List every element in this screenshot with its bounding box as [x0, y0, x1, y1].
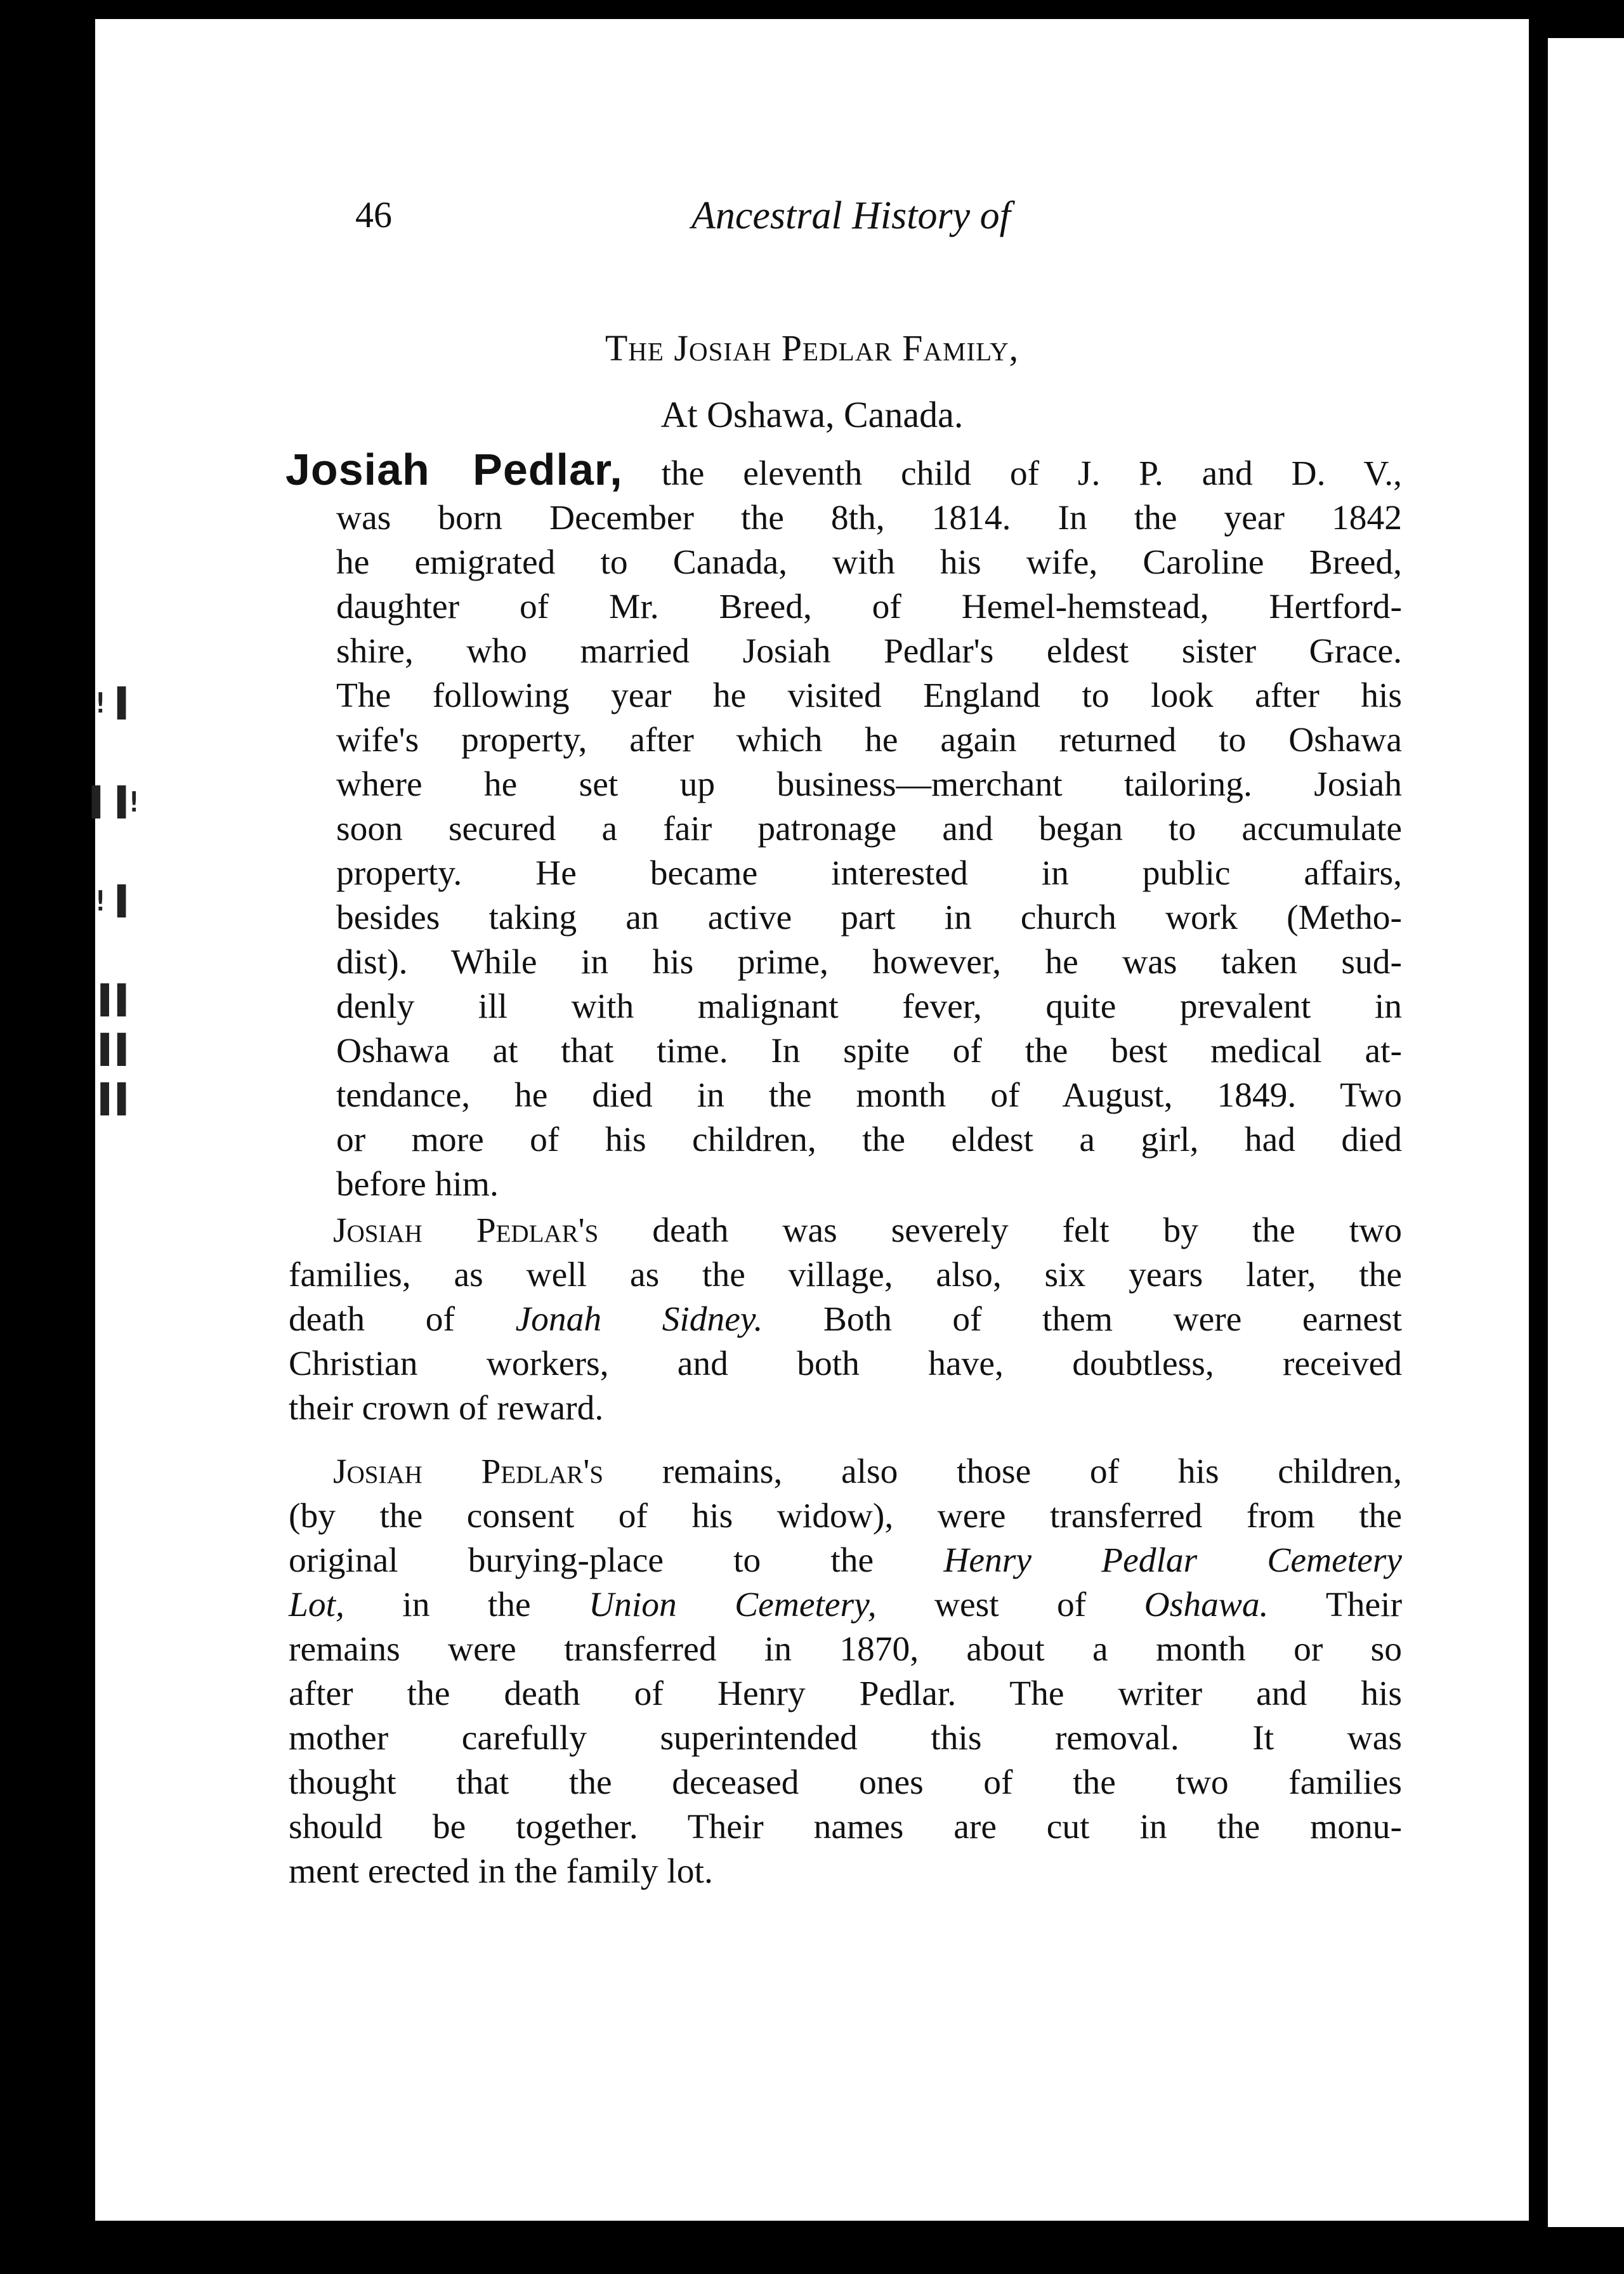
paragraph-2-line: Christian workers, and both have, doubtless, received [289, 1344, 1402, 1383]
paragraph-3-line-3-italic: Henry Pedlar Cemetery [943, 1541, 1403, 1580]
paragraph-3-line: should be together. Their names are cut in the monu- [289, 1808, 1402, 1846]
paragraph-1-line: where he set up business—merchant tailoring. Josiah [336, 765, 1402, 804]
paragraph-1-line-1-text: the eleventh child of J. P. and D. V., [661, 454, 1403, 493]
paragraph-2-line-3-a: death of [289, 1300, 455, 1339]
paragraph-3-line-4-b: west of [934, 1586, 1087, 1624]
paragraph-3-line: remains were transferred in 1870, about a month or so [289, 1630, 1402, 1669]
paragraph-1-line: The following year he visited England to look after his [336, 676, 1402, 715]
person-name: Josiah Pedlar's [333, 1211, 599, 1250]
section-title: The Josiah Pedlar Family, [605, 327, 1019, 369]
paragraph-1-line: property. He became interested in public affairs, [336, 854, 1402, 893]
paragraph-2-line-1-text: death was severely felt by the two [652, 1211, 1402, 1250]
paragraph-1-line: or more of his children, the eldest a girl, had died [336, 1121, 1402, 1159]
paragraph-1-line-1 [285, 447, 1402, 496]
paragraph-1-line: besides taking an active part in church work (Metho- [336, 898, 1402, 937]
paragraph-1-line: soon secured a fair patronage and began to accumulate [336, 810, 1402, 848]
paragraph-3-line: mother carefully superintended this removal. It was [289, 1719, 1402, 1758]
page-number: 46 [355, 194, 392, 235]
paragraph-3-line-3 [289, 1539, 1402, 1583]
paragraph-3-line: ment erected in the family lot. [289, 1852, 713, 1891]
paragraph-3-line-4-italic-c: Oshawa. [1144, 1586, 1269, 1624]
paragraph-1-line: shire, who married Josiah Pedlar's eldest sister Grace. [336, 632, 1402, 671]
paragraph-3-line-4-c: Their [1325, 1586, 1403, 1624]
paragraph-1-line: daughter of Mr. Breed, of Hemel-hemstead, Hertford- [336, 588, 1402, 626]
paragraph-2-line: families, as well as the village, also, six years later, the [289, 1256, 1402, 1294]
paragraph-2-line: their crown of reward. [289, 1389, 604, 1428]
paragraph-2-line-3 [289, 1298, 1402, 1342]
paragraph-2-line-1 [289, 1209, 1402, 1253]
paragraph-3-line-4 [289, 1583, 1402, 1627]
paragraph-3 [289, 1450, 1402, 1894]
paragraph-1-line: denly ill with malignant fever, quite prevalent in [336, 987, 1402, 1026]
paragraph-2-line-3-italic: Jonah Sidney. [515, 1300, 763, 1339]
paragraph-1-line: was born December the 8th, 1814. In the year 1842 [336, 499, 1402, 537]
paragraph-3-line-1-text: remains, also those of his children, [662, 1452, 1402, 1491]
paragraph-2-line-3-b: Both of them were earnest [823, 1300, 1403, 1339]
paragraph-1-line: Oshawa at that time. In spite of the best medical at- [336, 1032, 1402, 1070]
paragraph-1 [285, 445, 1403, 1207]
paragraph-3-line-4-italic-b: Union Cemetery, [589, 1586, 877, 1624]
paragraph-3-line: thought that the deceased ones of the two families [289, 1763, 1402, 1802]
running-title: Ancestral History of [691, 194, 1011, 237]
lead-name: Josiah Pedlar, [285, 445, 623, 494]
paragraph-3-line-4-italic-a: Lot, [289, 1586, 344, 1624]
paragraph-1-line: he emigrated to Canada, with his wife, Caroline Breed, [336, 543, 1402, 582]
paragraph-3-line-4-a: in the [402, 1586, 531, 1624]
paragraph-3-line: (by the consent of his widow), were transferred from the [289, 1497, 1402, 1535]
section-subtitle: At Oshawa, Canada. [660, 394, 964, 435]
paragraph-3-line-1 [289, 1450, 1402, 1494]
paragraph-1-line: tendance, he died in the month of August, 1849. Two [336, 1076, 1402, 1115]
page-header [355, 194, 1110, 251]
gutter-bleed-marks: !▐ ▌▐! !▐ ▐▐ ▐▐ ▐▐ [92, 687, 143, 1115]
paragraph-1-line: wife's property, after which he again returned to Oshawa [336, 721, 1402, 759]
person-name: Josiah Pedlar's [333, 1452, 604, 1491]
paragraph-3-line-3-a: original burying-place to the [289, 1541, 874, 1580]
paragraph-1-line: dist). While in his prime, however, he was taken sud- [336, 943, 1402, 982]
paragraph-3-line: after the death of Henry Pedlar. The writer and his [289, 1674, 1402, 1713]
paragraph-2 [289, 1209, 1402, 1431]
paragraph-1-line: before him. [336, 1165, 499, 1204]
